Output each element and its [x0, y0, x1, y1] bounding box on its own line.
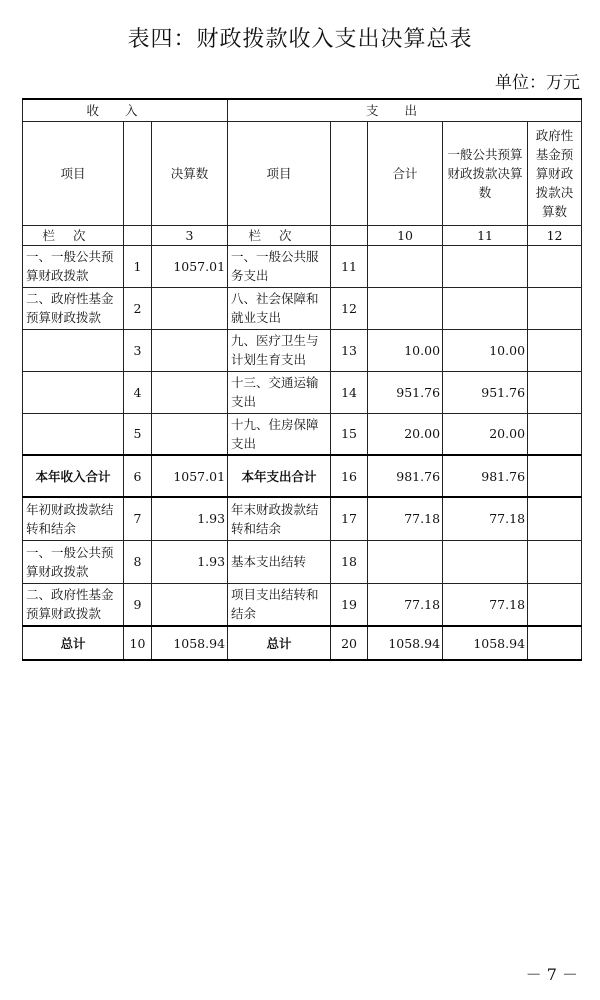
- income-item-header: 项目: [23, 121, 124, 225]
- expense-no: 15: [331, 413, 368, 455]
- expense-item: 十三、交通运输支出: [228, 371, 331, 413]
- income-no-header: [124, 121, 152, 225]
- column-blank: [124, 225, 152, 245]
- expense-item-header: 项目: [228, 121, 331, 225]
- income-no: 3: [124, 329, 152, 371]
- page-title: 表四：财政拨款收入支出决算总表: [127, 27, 473, 52]
- table-row: [23, 287, 582, 329]
- expense-general: 951.76: [443, 371, 528, 413]
- expense-item: 八、社会保障和就业支出: [228, 287, 331, 329]
- income-no: 5: [124, 413, 152, 455]
- column-label-2: 栏次: [228, 225, 331, 245]
- income-no: 6: [124, 455, 152, 497]
- expense-govfund: [528, 540, 582, 583]
- expense-total: 77.18: [368, 497, 443, 540]
- column-3: 3: [152, 225, 228, 245]
- income-value: [152, 413, 228, 455]
- page-number: － 7 －: [525, 965, 578, 984]
- expense-no: 19: [331, 583, 368, 626]
- expense-total-header: 合计: [368, 121, 443, 225]
- expense-govfund: [528, 329, 582, 371]
- table-row: [23, 540, 582, 583]
- expense-general: 20.00: [443, 413, 528, 455]
- expense-general: [443, 287, 528, 329]
- income-no: 10: [124, 626, 152, 660]
- column-blank-2: [331, 225, 368, 245]
- expense-govfund: [528, 245, 582, 287]
- unit-label: 单位：万元: [495, 73, 580, 93]
- expense-govfund: [528, 626, 582, 660]
- column-11: 11: [443, 225, 528, 245]
- expense-item: 基本支出结转: [228, 540, 331, 583]
- expense-no: 18: [331, 540, 368, 583]
- expense-general-header: 一般公共预算财政拨款决算数: [443, 121, 528, 225]
- income-no: 7: [124, 497, 152, 540]
- expense-no: 12: [331, 287, 368, 329]
- income-item: 一、一般公共预算财政拨款: [23, 245, 124, 287]
- expense-govfund: [528, 287, 582, 329]
- expense-general: [443, 540, 528, 583]
- income-no: 8: [124, 540, 152, 583]
- expense-total: 1058.94: [368, 626, 443, 660]
- table-row: [23, 329, 582, 371]
- income-value: [152, 329, 228, 371]
- expense-govfund-header: 政府性基金预算财政拨款决算数: [528, 121, 582, 225]
- expense-total: [368, 287, 443, 329]
- expense-item: 本年支出合计: [228, 455, 331, 497]
- expense-no: 20: [331, 626, 368, 660]
- expense-govfund: [528, 497, 582, 540]
- expense-total: 951.76: [368, 371, 443, 413]
- expense-no: 16: [331, 455, 368, 497]
- income-item: 一、一般公共预算财政拨款: [23, 540, 124, 583]
- income-value: 1057.01: [152, 245, 228, 287]
- income-value: [152, 287, 228, 329]
- income-item: [23, 329, 124, 371]
- table-row: [23, 413, 582, 455]
- expense-item: 九、医疗卫生与计划生育支出: [228, 329, 331, 371]
- income-no: 2: [124, 287, 152, 329]
- expense-govfund: [528, 583, 582, 626]
- income-value: 1057.01: [152, 455, 228, 497]
- table-row: [23, 497, 582, 540]
- table-row: [23, 455, 582, 497]
- expense-total: 20.00: [368, 413, 443, 455]
- expense-general: 10.00: [443, 329, 528, 371]
- expense-no: 14: [331, 371, 368, 413]
- income-item: 二、政府性基金预算财政拨款: [23, 583, 124, 626]
- expense-govfund: [528, 371, 582, 413]
- expense-total: [368, 245, 443, 287]
- expense-item: 十九、住房保障支出: [228, 413, 331, 455]
- expense-header: 支出: [228, 99, 582, 121]
- expense-total: 77.18: [368, 583, 443, 626]
- expense-general: [443, 245, 528, 287]
- expense-item: 项目支出结转和结余: [228, 583, 331, 626]
- income-no: 1: [124, 245, 152, 287]
- income-value: [152, 583, 228, 626]
- expense-item: 年末财政拨款结转和结余: [228, 497, 331, 540]
- income-item: 总计: [23, 626, 124, 660]
- column-label: 栏次: [23, 225, 124, 245]
- income-value: 1058.94: [152, 626, 228, 660]
- income-value: [152, 371, 228, 413]
- expense-govfund: [528, 455, 582, 497]
- budget-table: [22, 98, 582, 661]
- table-row: [23, 583, 582, 626]
- expense-no: 13: [331, 329, 368, 371]
- income-no: 9: [124, 583, 152, 626]
- expense-total: 10.00: [368, 329, 443, 371]
- expense-general: 1058.94: [443, 626, 528, 660]
- table-row: [23, 626, 582, 660]
- expense-general: 77.18: [443, 497, 528, 540]
- income-final-header: 决算数: [152, 121, 228, 225]
- table-row: [23, 245, 582, 287]
- expense-total: [368, 540, 443, 583]
- expense-item: 总计: [228, 626, 331, 660]
- expense-item: 一、一般公共服务支出: [228, 245, 331, 287]
- expense-no: 17: [331, 497, 368, 540]
- income-item: 本年收入合计: [23, 455, 124, 497]
- income-item: [23, 371, 124, 413]
- column-10: 10: [368, 225, 443, 245]
- income-value: 1.93: [152, 497, 228, 540]
- income-item: [23, 413, 124, 455]
- column-12: 12: [528, 225, 582, 245]
- income-no: 4: [124, 371, 152, 413]
- income-item: 年初财政拨款结转和结余: [23, 497, 124, 540]
- table-row: [23, 371, 582, 413]
- expense-general: 981.76: [443, 455, 528, 497]
- income-header: 收入: [23, 99, 228, 121]
- expense-general: 77.18: [443, 583, 528, 626]
- expense-govfund: [528, 413, 582, 455]
- expense-no: 11: [331, 245, 368, 287]
- expense-no-header: [331, 121, 368, 225]
- expense-total: 981.76: [368, 455, 443, 497]
- income-value: 1.93: [152, 540, 228, 583]
- income-item: 二、政府性基金预算财政拨款: [23, 287, 124, 329]
